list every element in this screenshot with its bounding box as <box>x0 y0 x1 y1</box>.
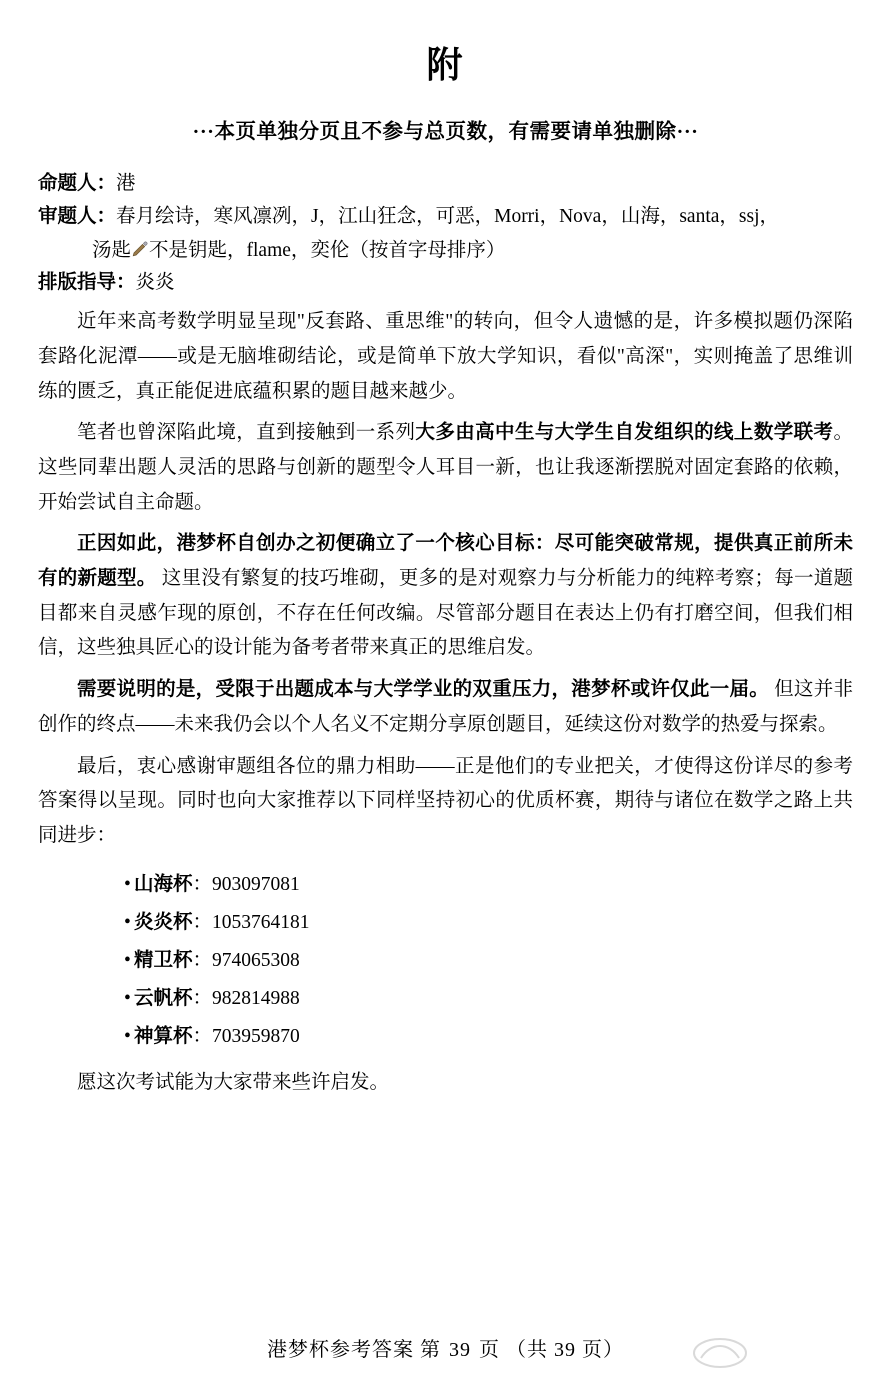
list-item <box>38 904 853 942</box>
list-item <box>38 942 853 980</box>
document-page <box>0 44 891 1380</box>
author-label: 命题人： <box>38 172 117 194</box>
reviewers-line2-pre: 汤匙 <box>92 239 132 261</box>
paragraph-2-segment-1: 笔者也曾深陷此境，直到接触到一系列 <box>77 422 416 444</box>
bullet-icon: • <box>124 987 131 1009</box>
bullet-icon: • <box>124 873 131 895</box>
page-subnote: ···本页单独分页且不参与总页数，有需要请单独删除··· <box>192 121 699 144</box>
cup-separator: ： <box>192 949 213 971</box>
paragraph-3 <box>38 527 853 666</box>
bullet-icon: • <box>124 949 131 971</box>
cup-number: 703959870 <box>212 1025 300 1047</box>
footer-page-unit: 页 <box>479 1339 500 1361</box>
cup-name: 云帆杯 <box>134 987 193 1009</box>
cup-name: 山海杯 <box>134 873 193 895</box>
paragraph-4 <box>38 673 853 742</box>
paragraph-1 <box>38 305 853 409</box>
meta-row-author <box>38 168 853 200</box>
meta-row-reviewers <box>38 201 853 233</box>
footer-prefix: 港梦杯参考答案 <box>267 1339 414 1361</box>
body-paragraphs <box>38 305 853 854</box>
list-item <box>38 866 853 904</box>
cup-separator: ： <box>192 987 213 1009</box>
typeset-value: 炎炎 <box>135 271 175 293</box>
paragraph-2-segment-3: 。这些同辈出题人灵活的思路与创新的题型令人耳目一新，也让我逐渐摆脱对固定套路的依赖，开始尝试自主命题。 <box>38 422 853 513</box>
page-title: 附 <box>426 45 465 85</box>
bullet-icon: • <box>124 911 131 933</box>
cup-name: 神算杯 <box>134 1025 193 1047</box>
paragraph-2 <box>38 416 853 520</box>
cup-list <box>38 866 853 1056</box>
cup-number: 974065308 <box>212 949 300 971</box>
list-item <box>38 980 853 1018</box>
paragraph-5 <box>38 750 853 854</box>
cup-separator: ： <box>192 911 213 933</box>
paragraph-2-segment-2: 大多由高中生与大学生自发组织的线上数学联考 <box>415 422 834 444</box>
cup-number: 982814988 <box>212 987 300 1009</box>
paragraph-3-segment-1: 正因如此，港梦杯自创办之初便确立了一个核心目标：尽可能突破常规，提供真正前所未有的新题型。 <box>38 533 853 590</box>
reviewers-value: 春月绘诗，寒风凛冽，J，江山狂念，可恶，Morri，Nova，山海，santa，ssj， <box>116 206 779 228</box>
cup-separator: ： <box>192 873 213 895</box>
reviewers-value-line2 <box>38 235 853 267</box>
paragraph-4-segment-1: 需要说明的是，受限于出题成本与大学学业的双重压力，港梦杯或许仅此一届。 <box>77 679 770 701</box>
author-value: 港 <box>116 172 136 194</box>
footer-total: （共 39 页） <box>506 1339 624 1361</box>
footer-page-number: 39 <box>449 1339 471 1361</box>
pen-icon <box>131 237 149 255</box>
reviewers-line2-post: 不是钥匙，flame，奕伦（按首字母排序） <box>149 239 506 261</box>
cup-number: 1053764181 <box>212 911 310 933</box>
closing-paragraph: 愿这次考试能为大家带来些许启发。 <box>77 1071 390 1093</box>
paragraph-1-segment-1: 近年来高考数学明显呈现"反套路、重思维"的转向，但令人遗憾的是，许多模拟题仍深陷套路化泥潭——或是无脑堆砌结论，或是简单下放大学知识，看似"高深"，实则掩盖了思维训练的匮乏，真正能促进底蕴积累的题目越来越少。 <box>38 311 853 402</box>
typeset-label: 排版指导： <box>38 271 136 293</box>
bullet-icon: • <box>124 1025 131 1047</box>
cup-name: 炎炎杯 <box>134 911 193 933</box>
paragraph-4-segment-2: 但这并非创作的终点——未来我仍会以个人名义不定期分享原创题目，延续这份对数学的热爱与探索。 <box>38 679 853 735</box>
cup-separator: ： <box>192 1025 213 1047</box>
reviewers-label: 审题人： <box>38 206 117 228</box>
footer-page-word: 第 <box>420 1339 441 1361</box>
meta-block <box>38 168 853 298</box>
cup-name: 精卫杯 <box>134 949 193 971</box>
cup-number: 903097081 <box>212 873 300 895</box>
meta-row-typeset <box>38 267 853 299</box>
paragraph-3-segment-2: 这里没有繁复的技巧堆砌，更多的是对观察力与分析能力的纯粹考察；每一道题目都来自灵感乍现的原创，不存在任何改编。尽管部分题目在表达上仍有打磨空间，但我们相信，这些独具匠心的设计能为备考者带来真正的思维启发。 <box>38 568 853 659</box>
paragraph-5-segment-1: 最后，衷心感谢审题组各位的鼎力相助——正是他们的专业把关，才使得这份详尽的参考答案得以呈现。同时也向大家推荐以下同样坚持初心的优质杯赛，期待与诸位在数学之路上共同进步： <box>38 755 853 846</box>
list-item <box>38 1018 853 1056</box>
page-footer <box>0 1333 891 1362</box>
